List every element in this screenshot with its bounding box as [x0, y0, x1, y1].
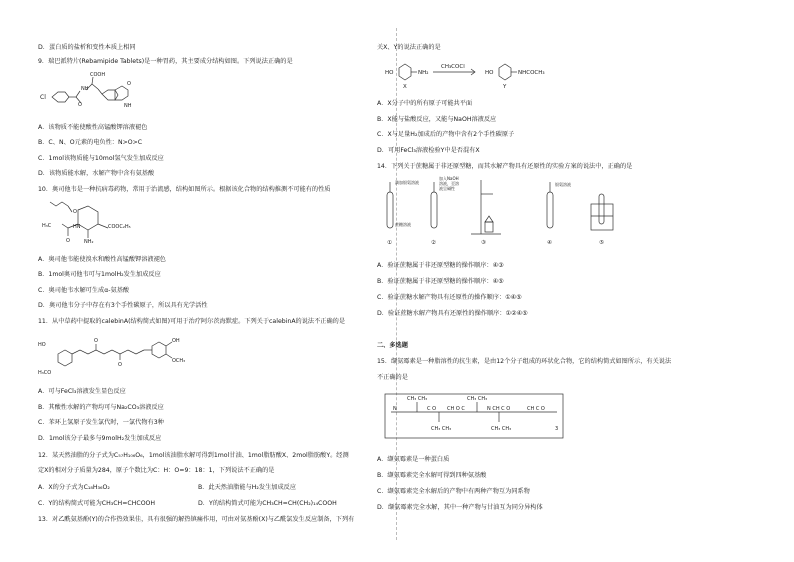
svg-text:H₃C: H₃C [42, 223, 52, 229]
svg-text:N: N [393, 406, 397, 412]
q15-option-a: A．缬氨霉素是一种蛋白质 [377, 456, 450, 463]
q14-option-a: A．验证蔗糖属于非还原型糖的操作顺序：④③ [377, 262, 504, 269]
q9-option-d: D．该物质能水解，水解产物中含有氨基酸 [38, 170, 155, 177]
q9-option-a: A．该物质不能使酸性高锰酸钾溶液褪色 [38, 124, 148, 131]
y-label: Y [503, 84, 507, 90]
q11-option-d: D．1mol该分子最多与9molH₂发生加成反应 [38, 435, 162, 442]
calebin-a-structure [38, 328, 218, 380]
reaction-scheme [377, 54, 577, 90]
svg-text:COOC₂H₅: COOC₂H₅ [108, 224, 131, 230]
cl-label: Cl [40, 94, 46, 101]
q12-option-d: D．Y的结构简式可能为CH₃CH=CH(CH₂)₁₄COOH [198, 500, 337, 507]
q13-continuation: 关X、Y的说法正确的是 [377, 44, 441, 51]
svg-text:H₃CO: H₃CO [38, 370, 52, 376]
y-nhcoch3-label: NHCOCH₃ [518, 70, 545, 76]
svg-text:CH₃ CH₃: CH₃ CH₃ [491, 426, 512, 432]
svg-text:COOH: COOH [90, 72, 106, 78]
q15-option-c: C．缬氨霉素完全水解后的产物中有两种产物互为同系物 [377, 488, 530, 495]
apparatus-figure [377, 174, 637, 250]
oseltamivir-structure [38, 196, 148, 250]
svg-text:O: O [66, 238, 70, 244]
svg-text:NH: NH [124, 103, 132, 109]
q9-option-c: C．1mol该物质能与10mol氢气发生加成反应 [38, 155, 164, 162]
section-heading-multiple-choice: 二、多选题 [377, 342, 408, 349]
question-15-line-2: 不正确的是 [377, 374, 408, 381]
q10-option-a: A．奥司他韦能使溴水和酸性高锰酸钾溶液褪色 [38, 256, 166, 263]
svg-text:HO: HO [38, 342, 46, 348]
q13-option-a: A．X分子中的所有原子可能共平面 [377, 100, 473, 107]
apparatus-5-number: ⑤ [599, 240, 604, 246]
x-label: X [403, 84, 407, 90]
q12-option-b: B．此天然油脂能与H₂发生加成反应 [198, 484, 297, 491]
apparatus-3-number: ③ [481, 240, 486, 246]
sucrose-solution-label: 蔗糖溶液 [395, 222, 411, 227]
svg-text:OH: OH [172, 338, 180, 344]
q14-option-c: C．验证蔗糖水解产物具有还原性的操作顺序：①④⑤ [377, 294, 522, 301]
q15-option-d: D．缬氨霉素完全水解，其中一种产物与甘油互为同分异构体 [377, 504, 543, 511]
question-13: 13．对乙酰氨基酚(Y)的合作热效果佳，具有很强的解热镇痛作用，可由对氨基酚(X)与乙酰氯发生反应制备，下列有 [38, 516, 355, 523]
question-15-line-1: 15．缬氨霉素是一种脂溶性的抗生素，是由12个分子组成的环状化合物，它的结构简式如图所示，有关说法 [377, 358, 672, 365]
q13-option-b: B．X能与盐酸反应，又能与NaOH溶液反应 [377, 116, 497, 123]
question-9: 9．瑞巴派特片(Rebamipide Tablets)是一种胃药，其主要成分结构如图。下列说法正确的是 [38, 58, 293, 65]
question-12-line-1: 12．某天然油脂的分子式为C₅₇H₁₀₆O₆，1mol该油脂水解可得到1mol甘油、1mol脂肪酸X、2mol脂肪酸Y。经测 [38, 452, 349, 459]
q8-option-d: D．蛋白质的盐析和变性本质上相同 [38, 44, 136, 51]
apparatus-1-number: ① [387, 240, 392, 246]
q13-option-c: C．X与足量H₂加成后的产物中含有2个手性碳原子 [377, 131, 515, 138]
x-nh2-label: NH₂ [418, 70, 429, 76]
apparatus-4-label: 银氨溶液 [555, 182, 571, 187]
q9-option-b: B．C、N、O元素的电负性：N>O>C [38, 139, 143, 146]
svg-text:O: O [73, 209, 77, 215]
q10-option-c: C．奥司他韦水解可生成α-氨基酸 [38, 287, 130, 294]
q13-option-d: D．可用FeCl₃溶液检验Y中是否混有X [377, 147, 480, 154]
svg-text:3: 3 [555, 426, 559, 432]
question-11: 11．从中草药中提取的calebinA(结构简式如图)可用于治疗阿尔茨海默症。下列关于calebinA的说法不正确的是 [38, 318, 346, 325]
svg-text:CH C O: CH C O [527, 406, 545, 412]
question-14: 14．下列关于蔗糖属于非还原型糖，而其水解产物具有还原性的实验方案的说法中，正确的是 [377, 163, 633, 170]
y-ho-label: HO [485, 70, 494, 76]
x-ho-label: HO [385, 70, 394, 76]
question-10: 10．奥司他韦是一种抗病毒药物，常用于治流感，结构如图所示。根据该化合物的结构推测不可能有的性质 [38, 186, 331, 193]
svg-text:O: O [127, 81, 131, 87]
apparatus-2-label-b: 溶液，至溶 [439, 181, 459, 186]
apparatus-2-number: ② [431, 240, 436, 246]
apparatus-2-label-c: 液呈碱性 [439, 186, 455, 191]
q11-option-a: A．可与FeCl₃溶液发生显色反应 [38, 388, 126, 395]
q11-option-c: C．苯环上氢原子发生氯代时，一氯代物有3种 [38, 419, 164, 426]
svg-text:NH₂: NH₂ [84, 239, 94, 245]
question-12-line-2: 定X的相对分子质量为284，原子个数比为C：H：O=9：18：1，下列说法不正确的是 [38, 467, 275, 474]
svg-text:OCH₃: OCH₃ [172, 358, 186, 364]
q10-option-b: B．1mol奥司他韦可与1molH₂发生加成反应 [38, 271, 161, 278]
svg-text:C O: C O [427, 406, 437, 412]
svg-text:O: O [94, 338, 98, 344]
q11-option-b: B．其酸性水解的产物均可与Na₂CO₃溶液反应 [38, 404, 164, 411]
q12-option-a: A．X的分子式为C₁₈H₃₆O₂ [38, 484, 110, 491]
svg-text:CH O C: CH O C [447, 406, 465, 412]
svg-text:O: O [118, 362, 122, 368]
svg-text:HN: HN [73, 224, 81, 230]
svg-text:CH₃ CH₃: CH₃ CH₃ [431, 426, 452, 432]
svg-text:CH₃ CH₃: CH₃ CH₃ [407, 396, 428, 402]
svg-text:CH₃ CH₃: CH₃ CH₃ [467, 396, 488, 402]
valinomycin-structure [377, 384, 577, 442]
apparatus-2-label-a: 加入NaOH [439, 176, 459, 181]
apparatus-1-label: 滴加银氨溶液 [395, 180, 419, 185]
q14-option-d: D．验证蔗糖水解产物具有还原性的操作顺序：①②④⑤ [377, 310, 528, 317]
svg-text:O: O [78, 102, 82, 108]
svg-text:N CH C O: N CH C O [487, 406, 511, 412]
svg-text:NH: NH [81, 86, 89, 92]
q10-option-d: D．奥司他韦分子中存在有3个手性碳原子，所以具有光学活性 [38, 302, 208, 309]
rebamipide-structure [38, 68, 148, 118]
q12-option-c: C．Y的结构简式可能为CH₃CH=CHCOOH [38, 500, 156, 507]
q14-option-b: B．验证蔗糖属于非还原型糖的操作顺序：④⑤ [377, 278, 504, 285]
apparatus-4-number: ④ [547, 240, 552, 246]
reagent-label: CH₃COCl [441, 64, 465, 70]
q15-option-b: B．缬氨霉素完全水解可得到四种氨基酸 [377, 472, 487, 479]
